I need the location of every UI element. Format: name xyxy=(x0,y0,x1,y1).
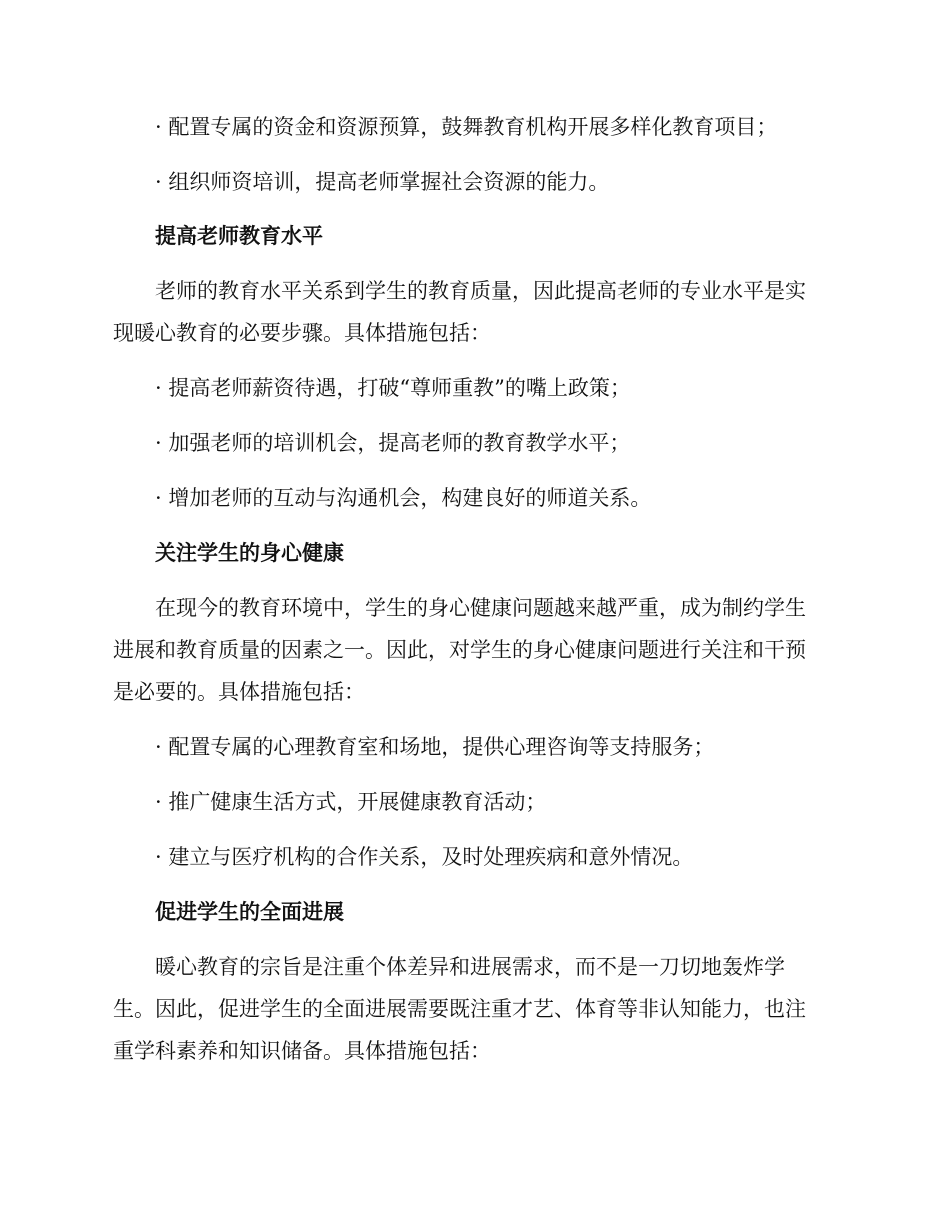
paragraph-line: 是必要的。具体措施包括： xyxy=(113,680,365,704)
bullet-item: · 提高老师薪资待遇，打破“尊师重教”的嘴上政策； xyxy=(155,376,631,400)
bullet-item: · 推广健康生活方式，开展健康教育活动； xyxy=(155,790,547,814)
bullet-item: · 配置专属的资金和资源预算，鼓舞教育机构开展多样化教育项目； xyxy=(155,115,778,139)
section-heading: 关注学生的身心健康 xyxy=(155,541,344,565)
paragraph-line: 暖心教育的宗旨是注重个体差异和进展需求，而不是一刀切地轰炸学 xyxy=(155,955,785,979)
paragraph-line: 现暖心教育的必要步骤。具体措施包括： xyxy=(113,321,491,345)
bullet-item: · 组织师资培训，提高老师掌握社会资源的能力。 xyxy=(155,170,610,194)
bullet-item: · 建立与医疗机构的合作关系，及时处理疾病和意外情况。 xyxy=(155,845,694,869)
paragraph-line: 老师的教育水平关系到学生的教育质量，因此提高老师的专业水平是实 xyxy=(155,279,806,303)
paragraph-line: 进展和教育质量的因素之一。因此，对学生的身心健康问题进行关注和干预 xyxy=(113,638,806,662)
paragraph-line: 在现今的教育环境中，学生的身心健康问题越来越严重，成为制约学生 xyxy=(155,596,806,620)
bullet-item: · 加强老师的培训机会，提高老师的教育教学水平； xyxy=(155,431,631,455)
bullet-item: · 配置专属的心理教育室和场地，提供心理咨询等支持服务； xyxy=(155,735,715,759)
section-heading: 提高老师教育水平 xyxy=(155,224,323,248)
paragraph-line: 生。因此，促进学生的全面进展需要既注重才艺、体育等非认知能力，也注 xyxy=(113,997,806,1021)
section-heading: 促进学生的全面进展 xyxy=(155,900,344,924)
bullet-item: · 增加老师的互动与沟通机会，构建良好的师道关系。 xyxy=(155,486,652,510)
paragraph-line: 重学科素养和知识储备。具体措施包括： xyxy=(113,1039,491,1063)
